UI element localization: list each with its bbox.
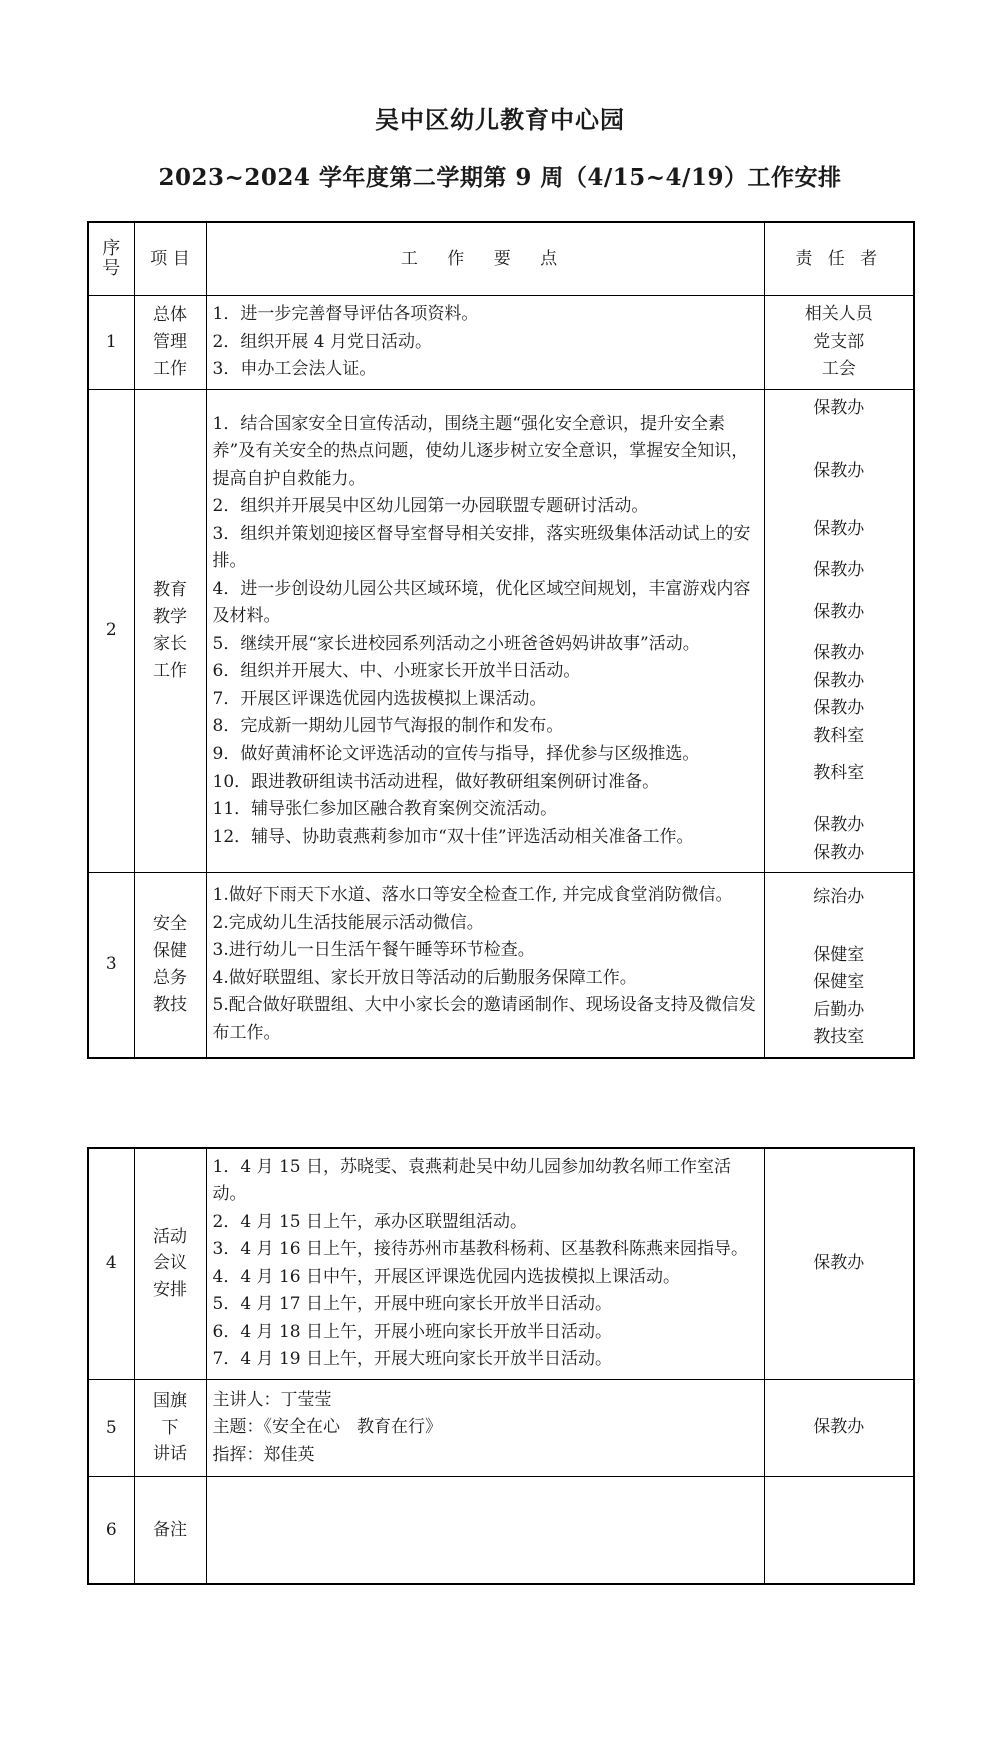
responsible-item: 保教办 bbox=[813, 560, 865, 581]
point-item: 1.做好下雨天下水道、落水口等安全检查工作, 并完成食堂消防微信。 bbox=[212, 885, 733, 906]
table-row bbox=[88, 1476, 914, 1584]
row-category-line: 会议 bbox=[153, 1253, 187, 1274]
row-number: 5 bbox=[88, 1379, 134, 1476]
row-category-line: 教育 bbox=[153, 580, 187, 601]
schedule-table-part1 bbox=[87, 221, 915, 1059]
row-number: 4 bbox=[88, 1148, 134, 1380]
row-number: 2 bbox=[88, 389, 134, 872]
point-item: 8．完成新一期幼儿园节气海报的制作和发布。 bbox=[212, 716, 564, 737]
responsible-item: 保健室 bbox=[813, 972, 865, 993]
row-responsible bbox=[764, 389, 914, 872]
row-category-line: 活动 bbox=[153, 1226, 187, 1247]
row-category-line: 下 bbox=[161, 1417, 179, 1438]
point-item: 1．进一步完善督导评估各项资料。 bbox=[212, 304, 479, 325]
point-item: 2.完成幼儿生活技能展示活动微信。 bbox=[212, 912, 484, 933]
point-item: 1．结合国家安全日宣传活动，围绕主题“强化安全意识，提升安全素养”及有关安全的热点问题，使幼儿逐步树立安全意识，掌握安全知识，提高自护自救能力。 bbox=[212, 413, 749, 489]
point-item: 2．组织并开展吴中区幼儿园第一办园联盟专题研讨活动。 bbox=[212, 496, 649, 517]
row-points bbox=[206, 389, 764, 872]
responsible-item: 保教办 bbox=[813, 461, 865, 482]
page-subtitle: 2023~2024 学年度第二学期第 9 周（4/15~4/19）工作安排 bbox=[158, 164, 842, 192]
responsible-item: 工会 bbox=[821, 359, 856, 380]
column-header-no-line2: 号 bbox=[102, 258, 121, 280]
table-row bbox=[88, 389, 914, 872]
point-item: 7．4 月 19 日上午，开展大班向家长开放半日活动。 bbox=[212, 1349, 612, 1370]
responsible-item: 党支部 bbox=[813, 331, 865, 352]
point-item: 4．4 月 16 日中午，开展区评课选优园内选拔模拟上课活动。 bbox=[212, 1266, 680, 1287]
point-item: 7．开展区评课选优园内选拔模拟上课活动。 bbox=[212, 688, 547, 709]
row-category-line: 管理 bbox=[153, 331, 187, 352]
responsible-item: 保教办 bbox=[813, 1253, 865, 1274]
schedule-table-part2-wrap bbox=[87, 1147, 913, 1585]
point-item: 9．做好黄浦杯论文评选活动的宣传与指导，择优参与区级推选。 bbox=[212, 743, 700, 764]
point-item: 3．4 月 16 日上午，接待苏州市基教科杨莉、区基教科陈燕来园指导。 bbox=[212, 1239, 748, 1260]
row-points bbox=[206, 1148, 764, 1380]
schedule-table-part2 bbox=[87, 1147, 915, 1585]
point-item: 10．跟进教研组读书活动进程，做好教研组案例研讨准备。 bbox=[212, 771, 660, 792]
row-category-line: 工作 bbox=[153, 660, 187, 681]
responsible-item: 教科室 bbox=[813, 725, 865, 746]
responsible-item: 后勤办 bbox=[813, 999, 865, 1020]
point-item: 4.做好联盟组、家长开放日等活动的后勤服务保障工作。 bbox=[212, 967, 637, 988]
row-number: 1 bbox=[88, 296, 134, 390]
row-category-line: 教学 bbox=[153, 607, 187, 627]
responsible-item: 教技室 bbox=[813, 1027, 865, 1048]
responsible-item: 保教办 bbox=[813, 698, 865, 719]
row-category bbox=[134, 389, 206, 872]
row-category bbox=[134, 1148, 206, 1380]
point-item: 主题：《安全在心 教育在行》 bbox=[212, 1417, 442, 1438]
row-responsible bbox=[764, 873, 914, 1058]
row-category bbox=[134, 873, 206, 1058]
point-item: 2．组织开展 4 月党日活动。 bbox=[212, 331, 432, 352]
column-header-no bbox=[88, 222, 134, 296]
point-item: 1．4 月 15 日，苏晓雯、袁燕莉赴吴中幼儿园参加幼教名师工作室活动。 bbox=[212, 1156, 731, 1205]
row-category-line: 工作 bbox=[153, 358, 187, 379]
point-item: 主讲人：丁莹莹 bbox=[212, 1389, 332, 1410]
row-category-line: 国旗 bbox=[153, 1390, 187, 1411]
row-category bbox=[134, 1379, 206, 1476]
table-header bbox=[88, 222, 914, 296]
row-number: 6 bbox=[88, 1476, 134, 1584]
point-item: 3．组织并策划迎接区督导室督导相关安排，落实班级集体活动试上的安排。 bbox=[212, 523, 751, 572]
responsible-item: 综治办 bbox=[813, 887, 865, 908]
table-row bbox=[88, 1148, 914, 1380]
table-body-part1 bbox=[88, 296, 914, 1058]
schedule-table-part1-wrap bbox=[87, 221, 913, 1059]
point-item: 6．组织并开展大、中、小班家长开放半日活动。 bbox=[212, 661, 581, 682]
row-points bbox=[206, 1476, 764, 1584]
row-category bbox=[134, 1476, 206, 1584]
point-item: 3．申办工会法人证。 bbox=[212, 359, 377, 380]
table-block-spacer bbox=[0, 1059, 1000, 1119]
row-category-line: 安全 bbox=[153, 914, 187, 935]
responsible-item: 保教办 bbox=[813, 670, 865, 691]
responsible-item: 保教办 bbox=[813, 601, 865, 622]
row-category-line: 家长 bbox=[153, 633, 187, 654]
column-header-item: 项 目 bbox=[134, 222, 206, 296]
row-points bbox=[206, 1379, 764, 1476]
point-item: 3.进行幼儿一日生活午餐午睡等环节检查。 bbox=[212, 940, 535, 961]
point-item: 12．辅导、协助袁燕莉参加市“双十佳”评选活动相关准备工作。 bbox=[212, 826, 694, 847]
row-category-line: 备注 bbox=[153, 1519, 187, 1540]
row-responsible bbox=[764, 296, 914, 390]
responsible-item: 保教办 bbox=[813, 397, 865, 418]
point-item: 4．进一步创设幼儿园公共区域环境，优化区域空间规划，丰富游戏内容及材料。 bbox=[212, 578, 751, 627]
row-category-line: 总体 bbox=[153, 305, 187, 326]
point-item: 2．4 月 15 日上午，承办区联盟组活动。 bbox=[212, 1211, 527, 1232]
row-category-line: 总务 bbox=[153, 967, 187, 988]
row-category-line: 教技 bbox=[153, 994, 187, 1015]
responsible-item: 保教办 bbox=[813, 1417, 865, 1438]
row-responsible bbox=[764, 1148, 914, 1380]
responsible-item: 相关人员 bbox=[804, 304, 873, 325]
point-item: 6．4 月 18 日上午，开展小班向家长开放半日活动。 bbox=[212, 1321, 612, 1342]
responsible-item: 保教办 bbox=[813, 842, 865, 863]
responsible-item: 保教办 bbox=[813, 814, 865, 835]
responsible-item: 保教办 bbox=[813, 518, 865, 539]
row-number: 3 bbox=[88, 873, 134, 1058]
row-points bbox=[206, 296, 764, 390]
row-responsible bbox=[764, 1476, 914, 1584]
responsible-item: 教科室 bbox=[813, 763, 865, 784]
table-row bbox=[88, 873, 914, 1058]
point-item: 5．继续开展“家长进校园系列活动之小班爸爸妈妈讲故事”活动。 bbox=[212, 633, 700, 654]
responsible-item: 保健室 bbox=[813, 944, 865, 965]
point-item: 指挥：郑佳英 bbox=[212, 1444, 315, 1465]
column-header-resp: 责 任 者 bbox=[764, 222, 914, 296]
page-title: 吴中区幼儿教育中心园 bbox=[375, 105, 625, 134]
responsible-item: 保教办 bbox=[813, 643, 865, 664]
column-header-main: 工 作 要 点 bbox=[206, 222, 764, 296]
table-body-part2 bbox=[88, 1148, 914, 1584]
table-row bbox=[88, 1379, 914, 1476]
row-category-line: 讲话 bbox=[153, 1444, 187, 1465]
column-header-no-line1: 序 bbox=[102, 237, 121, 259]
row-category-line: 保健 bbox=[153, 941, 187, 962]
point-item: 5.配合做好联盟组、大中小家长会的邀请函制作、现场设备支持及微信发布工作。 bbox=[212, 995, 756, 1043]
row-points bbox=[206, 873, 764, 1058]
point-item: 5．4 月 17 日上午，开展中班向家长开放半日活动。 bbox=[212, 1294, 612, 1315]
point-item: 11．辅导张仁参加区融合教育案例交流活动。 bbox=[212, 799, 558, 820]
title-block bbox=[0, 0, 1000, 193]
row-category bbox=[134, 296, 206, 390]
row-responsible bbox=[764, 1379, 914, 1476]
row-category-line: 安排 bbox=[153, 1280, 187, 1301]
table-header-row bbox=[88, 222, 914, 296]
table-row bbox=[88, 296, 914, 390]
